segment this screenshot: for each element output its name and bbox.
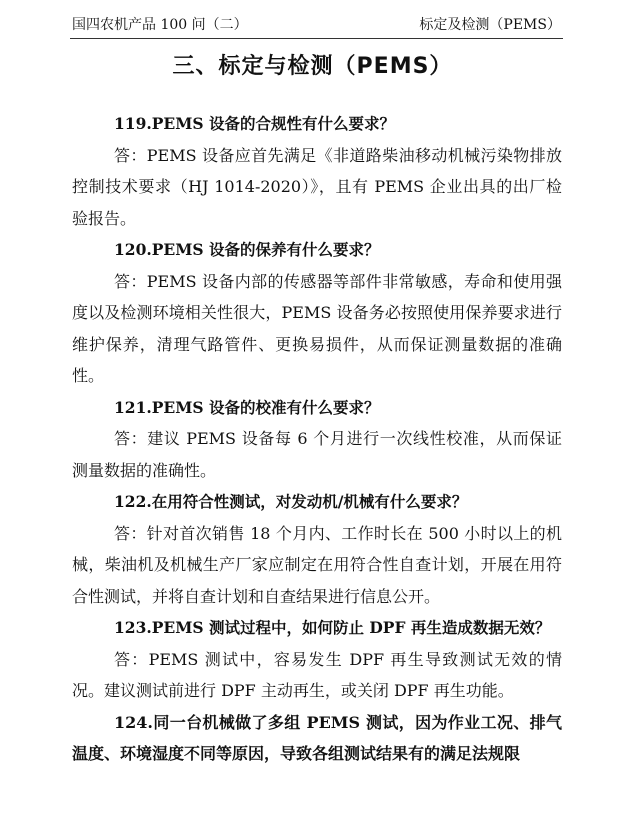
qa-item-122 [72, 486, 562, 612]
question-119: 119.PEMS 设备的合规性有什么要求？ [114, 114, 395, 133]
section-title: 三、标定与检测（PEMS） [172, 54, 453, 79]
question-121: 121.PEMS 设备的校准有什么要求？ [114, 397, 380, 417]
header-left-text: 国四农机产品 100 问（二） [72, 17, 248, 33]
answer-122: 答：针对首次销售 18 个月内、工作时长在 500 小时以上的机械，柴油机及机械生产厂家应制定在用符合性自查计划，开展在用符合性测试，并将自查计划和自查结果进行信息公开。 [72, 523, 562, 606]
question-123: 123.PEMS 测试过程中，如何防止 DPF 再生造成数据无效？ [114, 618, 551, 637]
question-124: 124.同一台机械做了多组 PEMS 测试，因为作业工况、排气温度、环境湿度不同等原因，导致各组测试结果有的满足法规限 [72, 712, 562, 763]
question-122: 122.在用符合性测试，对发动机/机械有什么要求？ [114, 492, 468, 511]
header-right-text: 标定及检测（PEMS） [419, 17, 561, 33]
qa-item-119 [72, 108, 562, 234]
qa-list [72, 108, 562, 770]
qa-item-124 [72, 707, 562, 770]
page-header [70, 14, 563, 39]
answer-121: 答：建议 PEMS 设备每 6 个月进行一次线性校准，从而保证测量数据的准确性。 [72, 429, 562, 480]
answer-120: 答：PEMS 设备内部的传感器等部件非常敏感，寿命和使用强度以及检测环境相关性很大，PEMS 设备务必按照使用保养要求进行维护保养，清理气路管件、更换易损件，从而保证测量数据的准确性。 [72, 271, 562, 385]
qa-item-121 [72, 392, 562, 487]
answer-119: 答：PEMS 设备应首先满足《非道路柴油移动机械污染物排放控制技术要求（HJ 1014-2020）》，且有 PEMS 企业出具的出厂检验报告。 [72, 145, 562, 228]
answer-123: 答：PEMS 测试中，容易发生 DPF 再生导致测试无效的情况。建议测试前进行 DPF 主动再生，或关闭 DPF 再生功能。 [72, 649, 562, 700]
qa-item-123 [72, 612, 562, 707]
qa-item-120 [72, 234, 562, 392]
question-120: 120.PEMS 设备的保养有什么要求？ [114, 240, 380, 259]
